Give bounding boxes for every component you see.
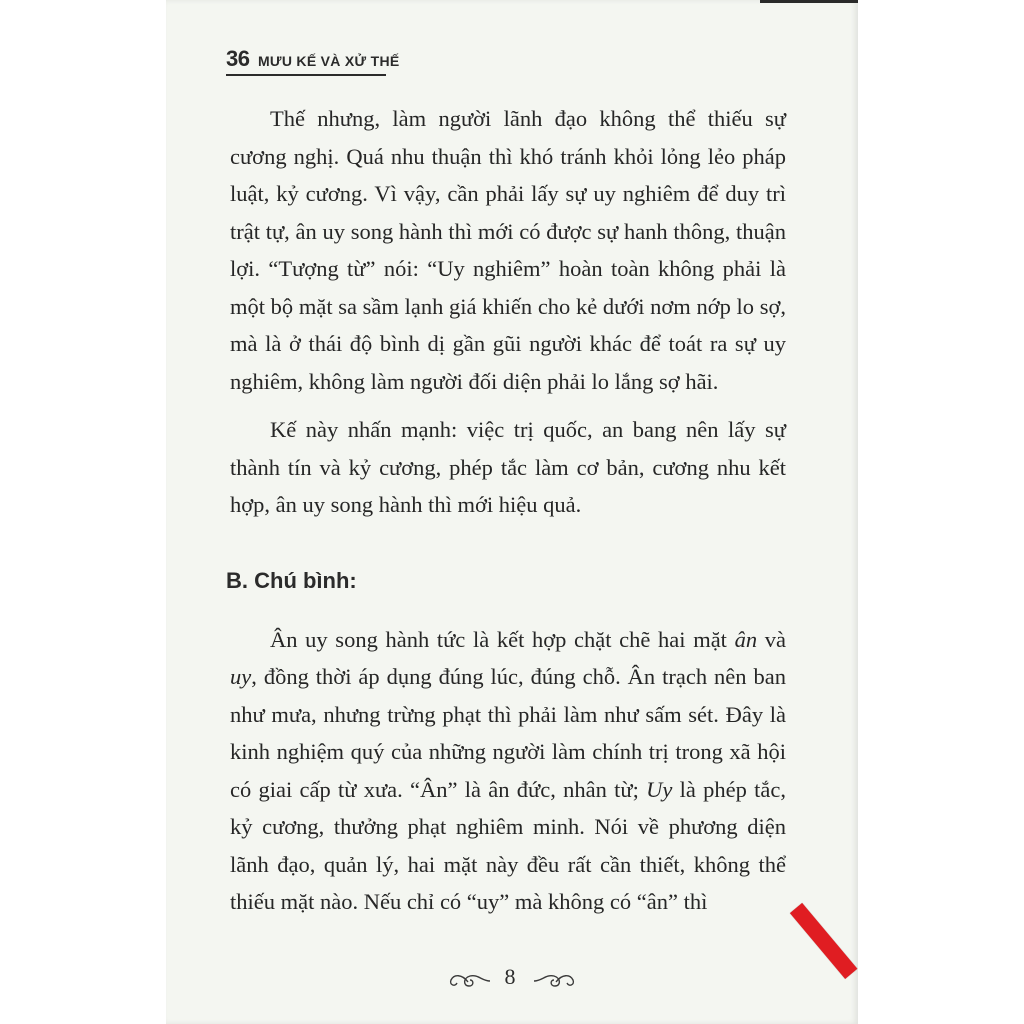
bookmark-clip — [166, 0, 858, 1024]
section-heading: B. Chú bình: — [226, 567, 357, 593]
header-book-number: 36 — [226, 46, 250, 71]
paragraph-3-part-1: Ân uy song hành tức là kết hợp chặt chẽ hai mặt — [270, 626, 735, 652]
header-book-title: MƯU KẾ VÀ XỬ THẾ — [257, 53, 400, 69]
paragraph-3-part-4: là phép tắc, kỷ cương, thưởng phạt nghiêm minh. Nói về phương diện lãnh đạo, quản lý, hai mặt này đều rất cần thiết, không thể thiếu mặt nào. Nếu chỉ có “uy” mà không có “ân” thì — [230, 776, 786, 914]
page-number: 8 — [504, 964, 516, 989]
paragraph-3-part-2: và — [757, 626, 786, 652]
paragraph-3-part-3: , đồng thời áp dụng đúng lúc, đúng chỗ. Ân trạch nên ban như mưa, nhưng trừng phạt thì phải làm như sấm sét. Đây là kinh nghiệm quý của những người làm chính trị trong xã hội có giai cấp từ xưa. “Ân” là ân đức, nhân từ; — [230, 664, 786, 802]
emphasis-uy-capital: Uy — [646, 776, 673, 802]
emphasis-an: ân — [734, 626, 758, 652]
paragraph-2: Kế này nhấn mạnh: việc trị quốc, an bang nên lấy sự thành tín và kỷ cương, phép tắc làm cơ bản, cương nhu kết hợp, ân uy song hành thì mới hiệu quả. — [230, 417, 786, 517]
red-bookmark-ribbon — [790, 903, 858, 979]
paragraph-1: Thế nhưng, làm người lãnh đạo không thể thiếu sự cương nghị. Quá nhu thuận thì khó tránh khỏi lỏng lẻo pháp luật, kỷ cương. Vì vậy, cần phải lấy sự uy nghiêm để duy trì trật tự, ân uy song hành thì mới có được sự hanh thông, thuận lợi. “Tượng từ” nói: “Uy nghiêm” hoàn toàn không phải là một bộ mặt sa sầm lạnh giá khiến cho kẻ dưới nơm nớp lo sợ, mà là ở thái độ bình dị gần gũi người khác để toát ra sự uy nghiêm, không làm người đối diện phải lo lắng sợ hãi. — [230, 106, 786, 394]
emphasis-uy: uy — [230, 664, 252, 689]
